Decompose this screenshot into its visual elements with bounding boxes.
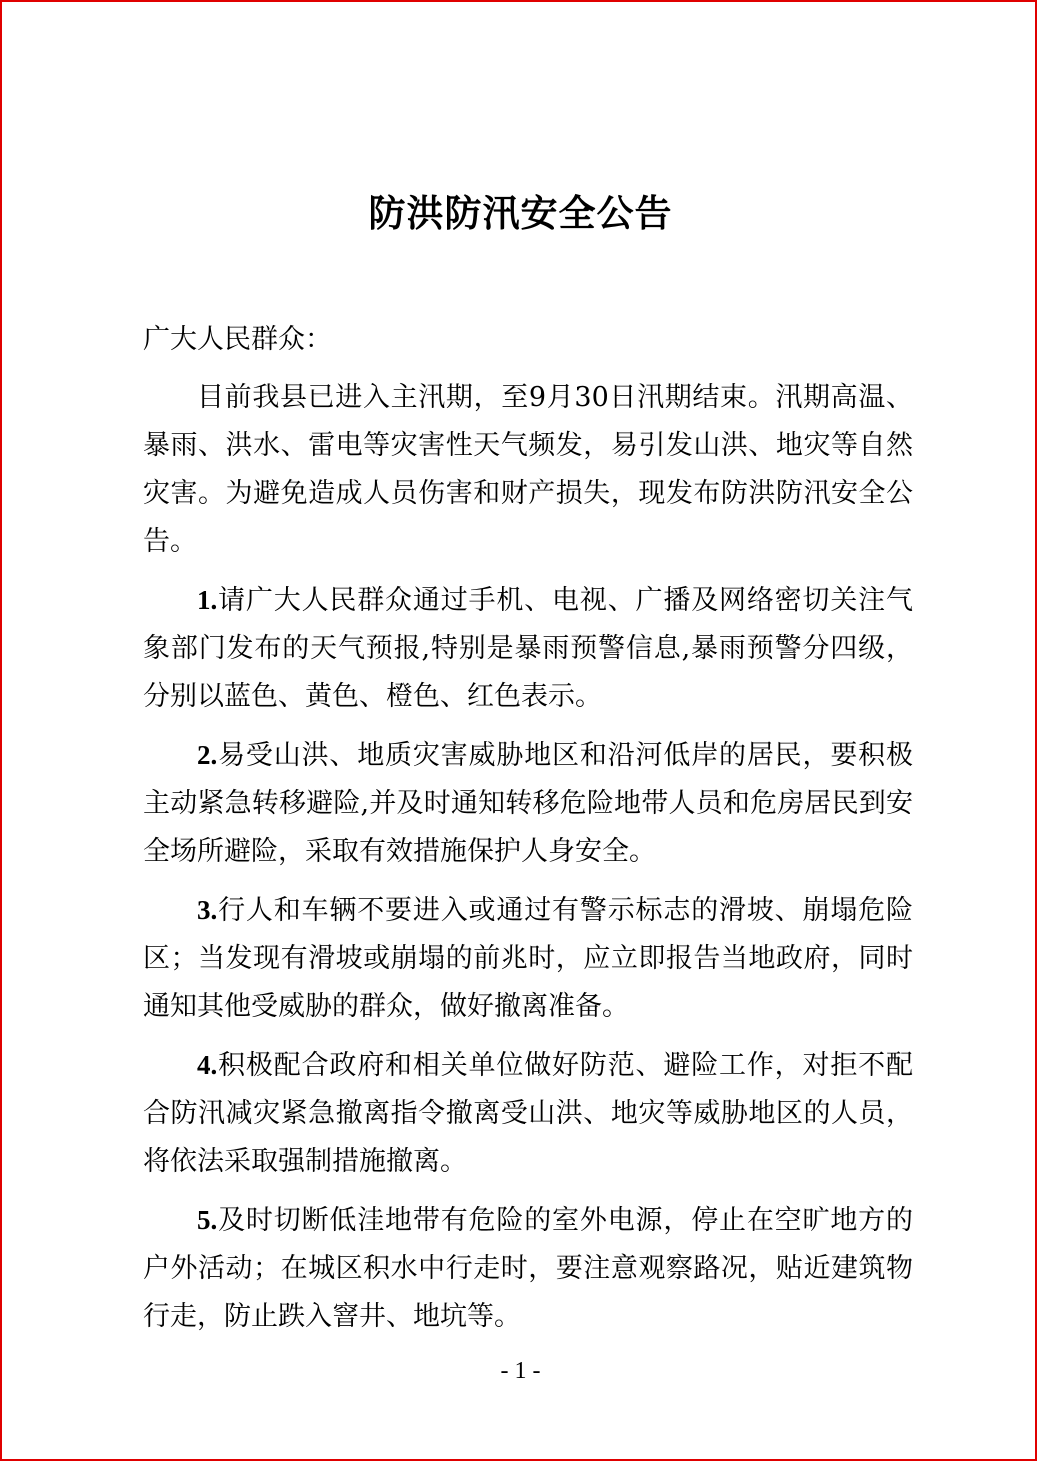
item-number: 1. <box>197 585 218 615</box>
notice-item-2 <box>143 731 913 876</box>
salutation: 广大人民群众： <box>143 324 332 355</box>
item-text: 行人和车辆不要进入或通过有警示标志的滑坡、崩塌危险区；当发现有滑坡或崩塌的前兆时，应立即报告当地政府，同时通知其他受威胁的群众，做好撤离准备。 <box>143 895 913 1022</box>
item-text: 积极配合政府和相关单位做好防范、避险工作，对拒不配合防汛减灾紧急撤离指令撤离受山洪、地灾等威胁地区的人员，将依法采取强制措施撤离。 <box>143 1050 913 1177</box>
item-number: 3. <box>197 895 218 925</box>
item-text: 及时切断低洼地带有危险的室外电源，停止在空旷地方的户外活动；在城区积水中行走时，要注意观察路况，贴近建筑物行走，防止跌入窨井、地坑等。 <box>143 1205 913 1332</box>
page-number: - 1 - <box>500 1358 541 1384</box>
document-body <box>143 316 913 1351</box>
item-text: 请广大人民群众通过手机、电视、广播及网络密切关注气象部门发布的天气预报,特别是暴雨预警信息,暴雨预警分四级，分别以蓝色、黄色、橙色、红色表示。 <box>143 585 913 712</box>
item-number: 5. <box>197 1205 218 1235</box>
document-title: 防洪防汛安全公告 <box>368 191 673 235</box>
notice-item-5 <box>143 1196 913 1341</box>
item-text: 易受山洪、地质灾害威胁地区和沿河低岸的居民，要积极主动紧急转移避险,并及时通知转移危险地带人员和危房居民到安全场所避险，采取有效措施保护人身安全。 <box>143 740 913 867</box>
item-number: 4. <box>197 1050 218 1080</box>
notice-item-1 <box>143 576 913 721</box>
notice-item-4 <box>143 1041 913 1186</box>
intro-paragraph: 目前我县已进入主汛期，至9月30日汛期结束。汛期高温、暴雨、洪水、雷电等灾害性天气频发，易引发山洪、地灾等自然灾害。为避免造成人员伤害和财产损失，现发布防洪防汛安全公告。 <box>143 382 913 557</box>
notice-item-3 <box>143 886 913 1031</box>
item-number: 2. <box>197 740 218 770</box>
